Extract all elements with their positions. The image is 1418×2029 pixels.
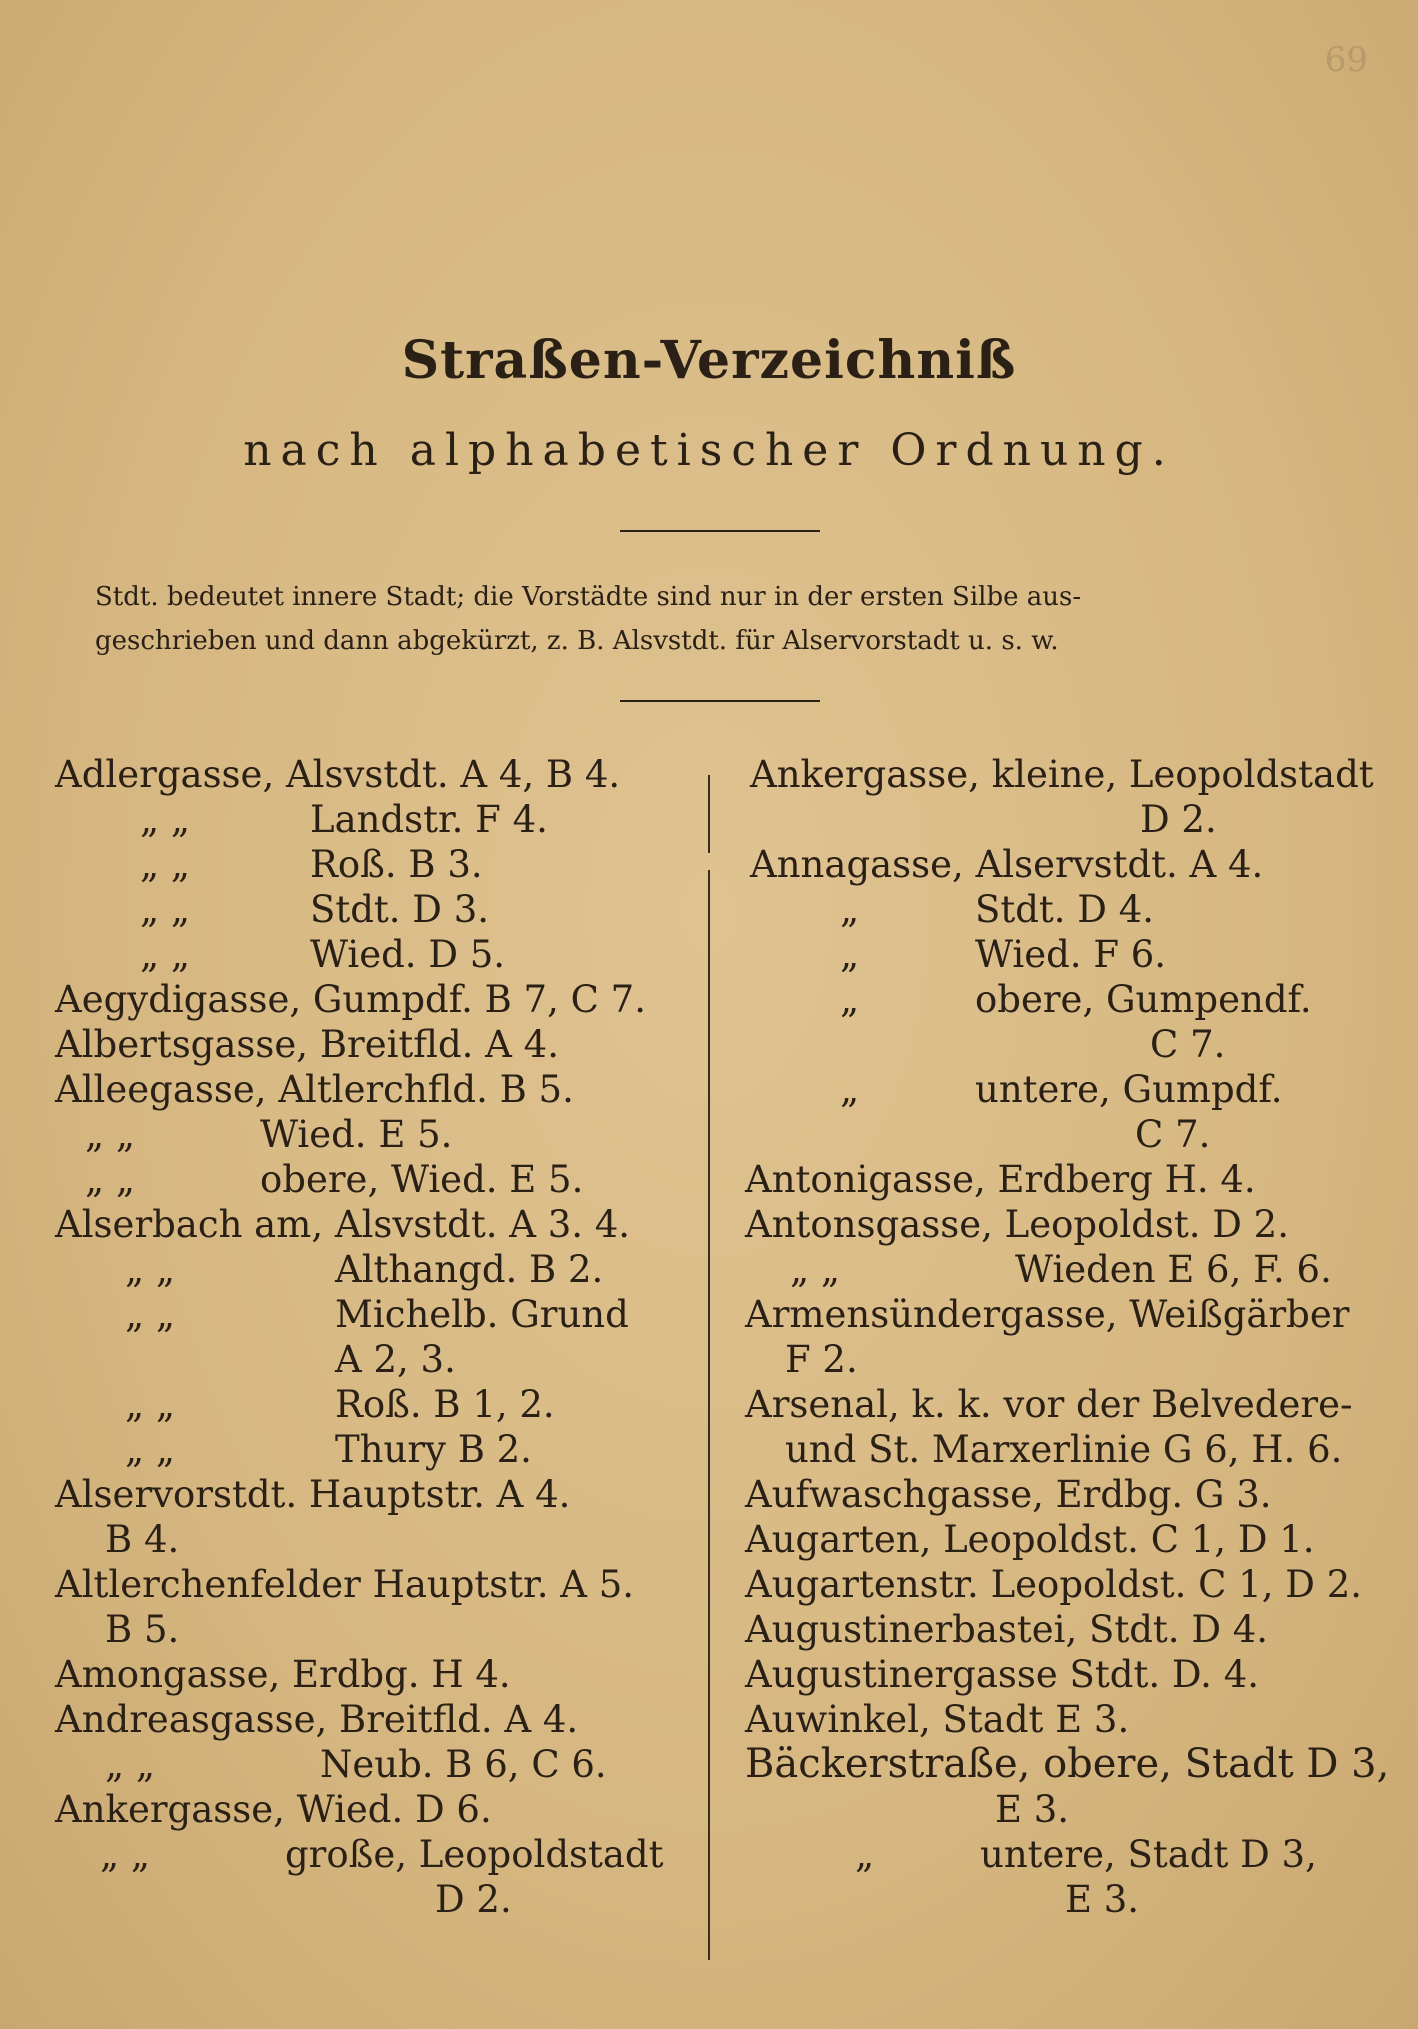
list-item: E 3. — [1065, 1878, 1140, 1921]
list-item: B 4. — [105, 1518, 180, 1561]
list-item: „ „ Roß. B 1, 2. — [125, 1383, 555, 1426]
list-item: Antonigasse, Erdberg H. 4. — [745, 1158, 1256, 1201]
list-item: „ „ Roß. B 3. — [140, 843, 483, 886]
list-item: Ankergasse, kleine, Leopoldstadt — [750, 753, 1374, 796]
list-item: F 2. — [785, 1338, 858, 1381]
list-item: „ „ Landstr. F 4. — [140, 798, 548, 841]
list-item: C 7. — [1150, 1023, 1226, 1066]
list-item: D 2. — [435, 1878, 512, 1921]
list-item: Augarten, Leopoldst. C 1, D 1. — [745, 1518, 1315, 1561]
list-item: C 7. — [1135, 1113, 1211, 1156]
list-item: und St. Marxerlinie G 6, H. 6. — [785, 1428, 1343, 1471]
list-item: „ obere, Gumpendf. — [840, 978, 1312, 1021]
page-subtitle: nach alphabetischer Ordnung. — [243, 425, 1175, 476]
list-item: Antonsgasse, Leopoldst. D 2. — [745, 1203, 1289, 1246]
list-item: Ankergasse, Wied. D 6. — [55, 1788, 492, 1831]
list-item: „ Stdt. D 4. — [840, 888, 1155, 931]
note-rule — [620, 700, 820, 702]
list-item: „ untere, Stadt D 3, — [855, 1833, 1317, 1876]
list-item: „ „ Stdt. D 3. — [140, 888, 490, 931]
list-item: „ Wied. F 6. — [840, 933, 1167, 976]
list-item: „ „ Michelb. Grund — [125, 1293, 629, 1336]
list-item: „ „ Thury B 2. — [125, 1428, 532, 1471]
list-item: „ „ Neub. B 6, C 6. — [105, 1743, 607, 1786]
list-item: Augustinerbastei, Stdt. D 4. — [745, 1608, 1269, 1651]
list-item: „ „ Wied. D 5. — [140, 933, 506, 976]
list-item: Aegydigasse, Gumpdf. B 7, C 7. — [55, 978, 646, 1021]
list-item: B 5. — [105, 1608, 180, 1651]
list-item: Armensündergasse, Weißgärber — [745, 1293, 1350, 1336]
column-divider — [708, 775, 710, 853]
list-item: „ „ obere, Wied. E 5. — [85, 1158, 584, 1201]
left-column — [55, 752, 695, 1922]
page-number: 69 — [1324, 40, 1368, 80]
list-item: Amongasse, Erdbg. H 4. — [55, 1653, 511, 1696]
list-item: E 3. — [995, 1788, 1070, 1831]
note-line: geschrieben und dann abgekürzt, z. B. Alsvstdt. für Alservorstadt u. s. w. — [95, 626, 1059, 656]
list-item: „ untere, Gumpdf. — [840, 1068, 1283, 1111]
list-item: Arsenal, k. k. vor der Belvedere- — [745, 1383, 1353, 1426]
list-item: A 2, 3. — [335, 1338, 456, 1381]
list-item: Aufwaschgasse, Erdbg. G 3. — [745, 1473, 1272, 1516]
list-item: Bäckerstraße, obere, Stadt D 3, — [745, 1741, 1390, 1787]
title-rule — [620, 530, 820, 532]
list-item: Auwinkel, Stadt E 3. — [745, 1698, 1130, 1741]
list-item: D 2. — [1140, 798, 1217, 841]
list-item: Annagasse, Alservstdt. A 4. — [750, 843, 1264, 886]
column-divider — [708, 870, 710, 1960]
page-title: Straßen-Verzeichniß — [401, 330, 1017, 391]
list-item: „ „ Wieden E 6, F. 6. — [790, 1248, 1332, 1291]
list-item: „ „ Wied. E 5. — [85, 1113, 453, 1156]
list-item: Alserbach am, Alsvstdt. A 3. 4. — [55, 1203, 631, 1246]
list-item: Altlerchenfelder Hauptstr. A 5. — [55, 1563, 635, 1606]
list-item: „ „ große, Leopoldstadt — [100, 1833, 664, 1876]
abbreviation-note — [95, 575, 1335, 663]
note-line: Stdt. bedeutet innere Stadt; die Vorstädte sind nur in der ersten Silbe aus- — [95, 582, 1082, 612]
list-item: Alservorstdt. Hauptstr. A 4. — [55, 1473, 571, 1516]
list-item: Andreasgasse, Breitfld. A 4. — [55, 1698, 579, 1741]
list-item: Adlergasse, Alsvstdt. A 4, B 4. — [55, 753, 621, 796]
list-item: Alleegasse, Altlerchfld. B 5. — [55, 1068, 574, 1111]
list-item: Augartenstr. Leopoldst. C 1, D 2. — [745, 1563, 1363, 1606]
right-column — [745, 752, 1390, 1922]
list-item: Albertsgasse, Breitfld. A 4. — [55, 1023, 559, 1066]
list-item: Augustinergasse Stdt. D. 4. — [745, 1653, 1260, 1696]
list-item: „ „ Althangd. B 2. — [125, 1248, 604, 1291]
